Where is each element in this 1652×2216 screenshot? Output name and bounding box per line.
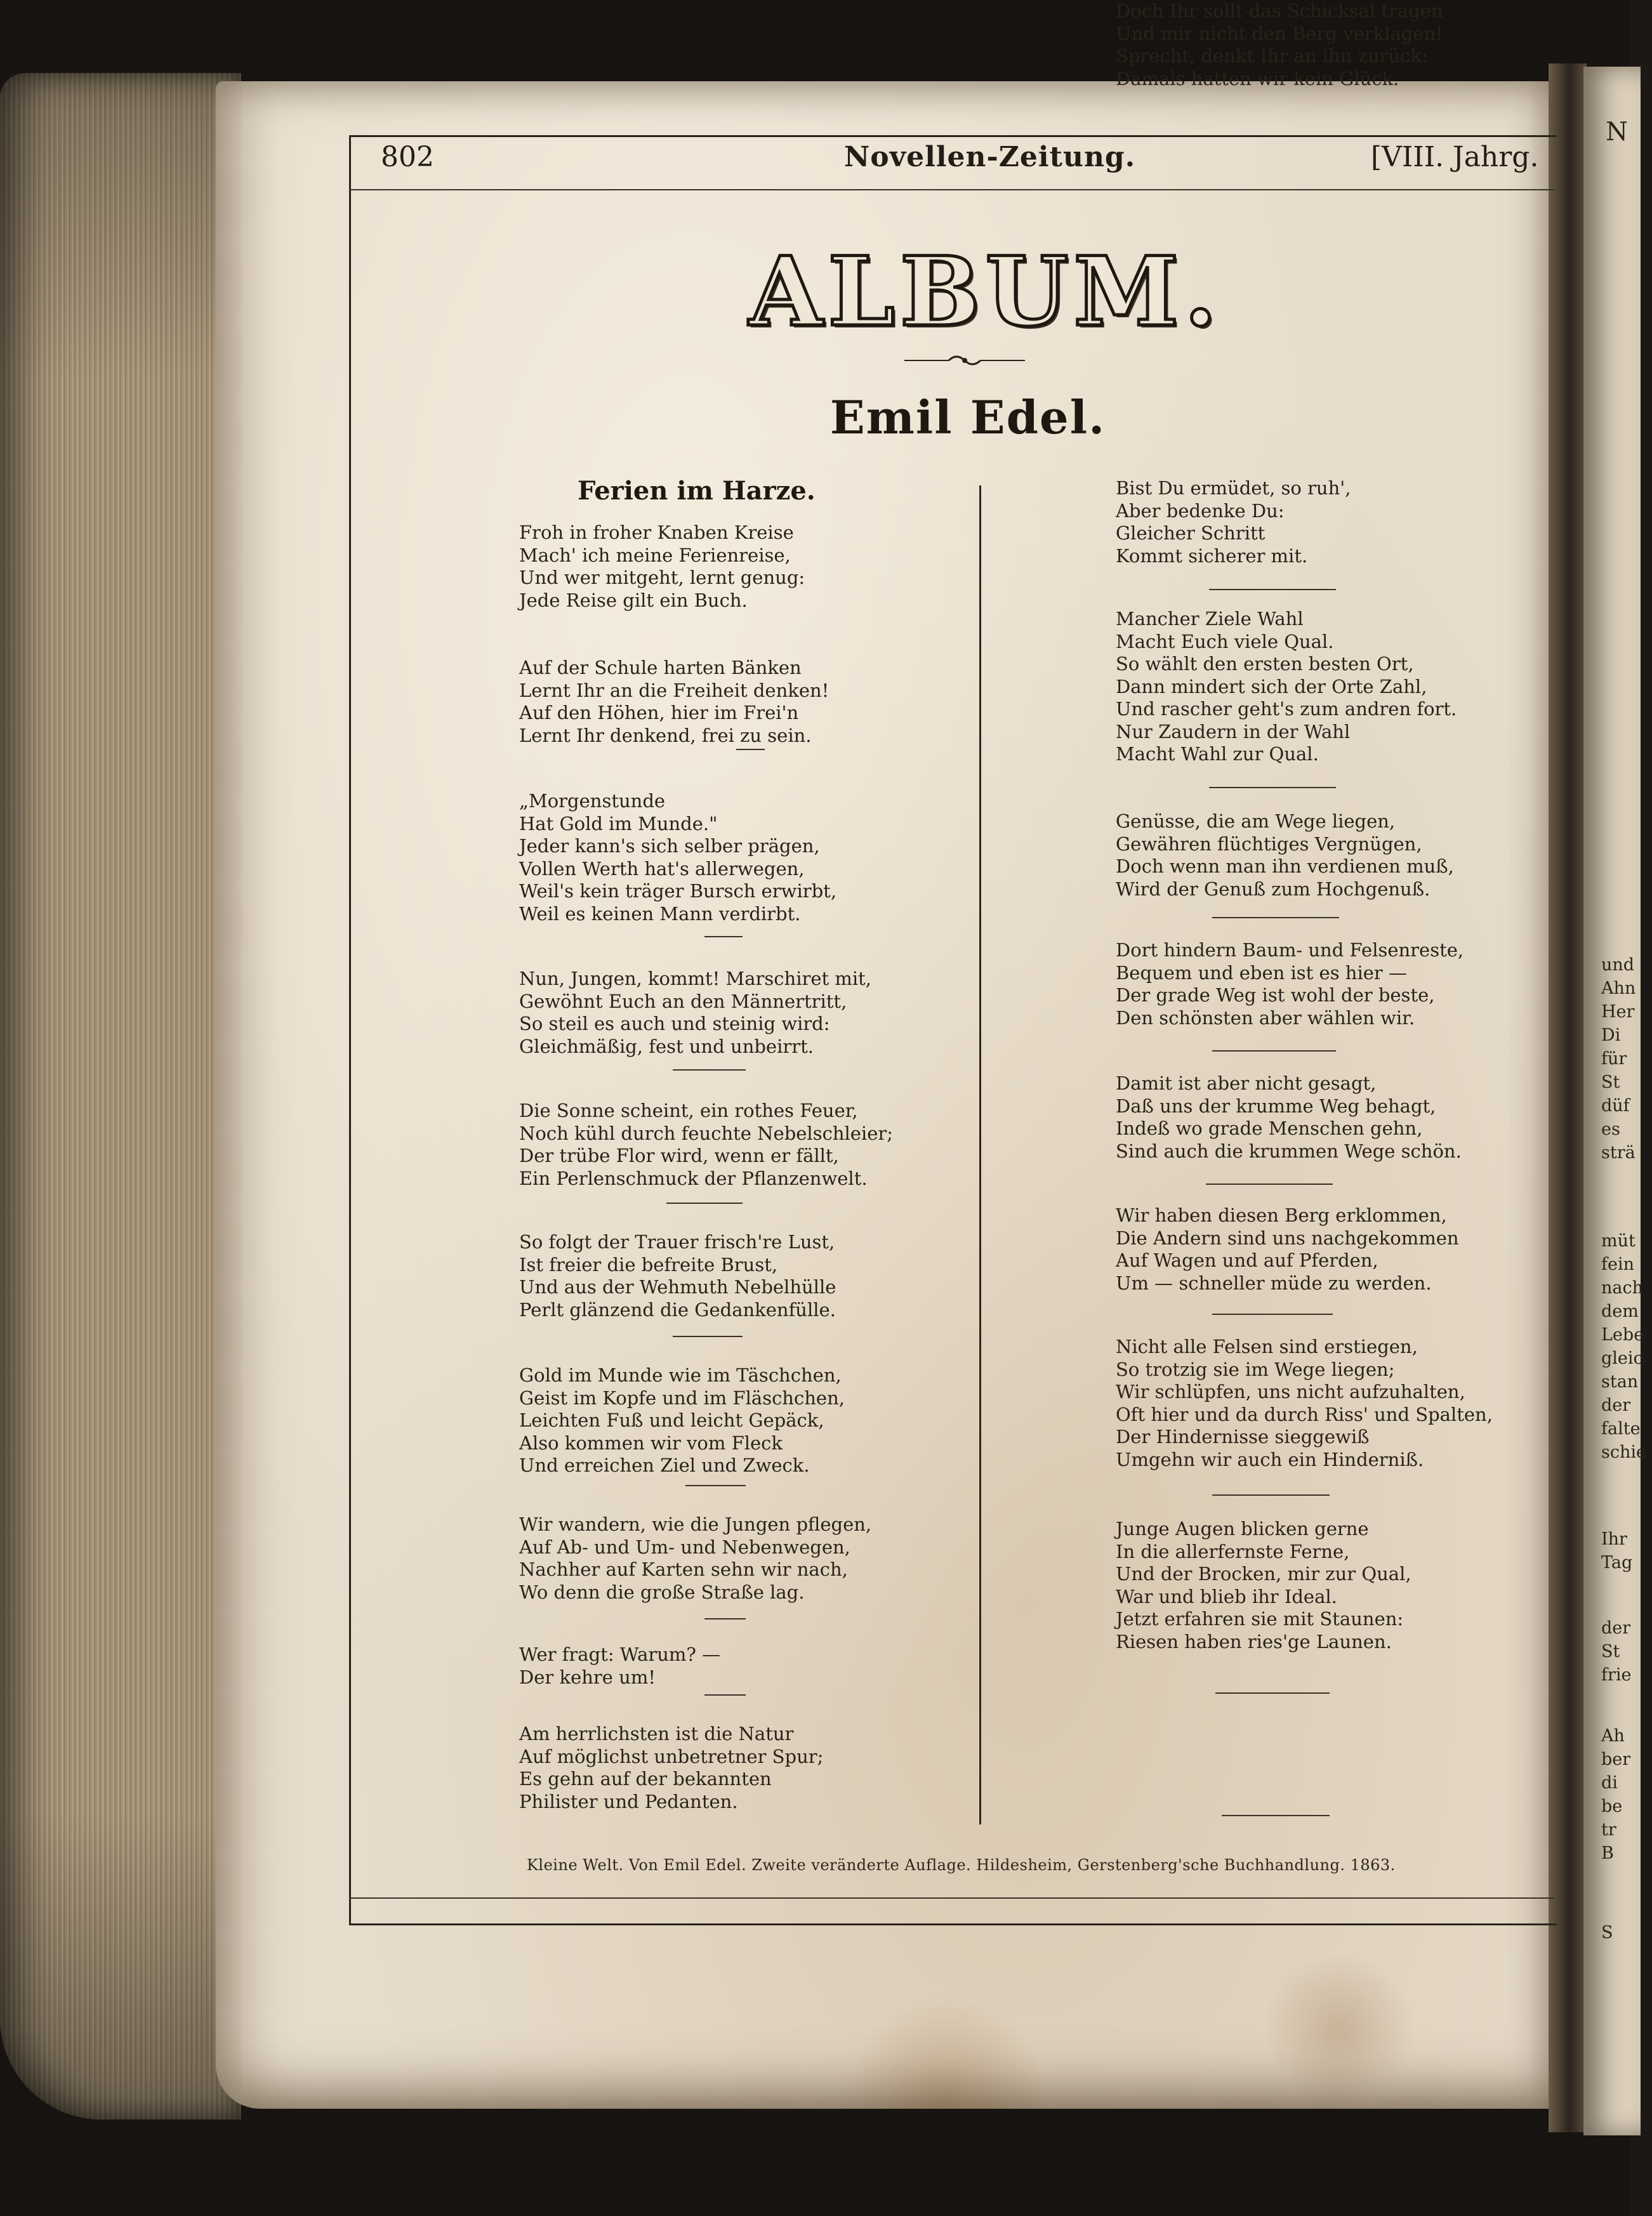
facing-page-fragment [1583,67,1646,2135]
left-stanza [519,657,829,747]
verse-line: Daß uns der krumme Weg behagt, [1116,1095,1436,1117]
verse-line: Gleicher Schritt [1116,522,1265,544]
verse-line: So steil es auch und steinig wird: [519,1013,830,1034]
facing-page-line: müt [1601,1231,1635,1251]
verse-line: Indeß wo grade Menschen gehn, [1116,1118,1423,1139]
verse-line: Damals hatten wir kein Glück. [1116,67,1399,89]
verse-line: Wir schlüpfen, uns nicht aufzuhalten, [1116,1381,1465,1402]
right-stanza [1116,1518,1411,1653]
facing-page-line: und [1601,955,1635,975]
facing-page-line: der [1601,1618,1631,1638]
left-stanza [519,1514,871,1604]
verse-line: So folgt der Trauer frisch're Lust, [519,1231,835,1253]
verse-line: Gleichmäßig, fest und unbeirrt. [519,1035,814,1057]
right-stanza [1116,477,1351,567]
verse-line: Oft hier und da durch Riss' und Spalten, [1116,1403,1493,1425]
verse-line: Wer fragt: Warum? — [519,1644,721,1665]
running-title: Novellen-Zeitung. [844,141,1136,173]
facing-page-line: gleic [1601,1349,1643,1368]
facing-page-line: Ah [1601,1726,1625,1746]
left-stanza [519,968,871,1058]
verse-line: Nun, Jungen, kommt! Marschiret mit, [519,968,872,989]
verse-line: War und blieb ihr Ideal. [1116,1585,1337,1607]
facing-page-line: falte [1601,1419,1641,1439]
verse-line: Bequem und eben ist es hier — [1116,961,1408,984]
verse-line: Damit ist aber nicht gesagt, [1116,1072,1377,1094]
facing-page-line: be [1601,1797,1623,1816]
verse-line: Der trübe Flor wird, wenn er fällt, [519,1145,839,1166]
stanza-separator [1212,917,1339,918]
stanza-separator [1222,1815,1330,1816]
left-stanza [519,1644,720,1689]
facing-page-line: schie [1601,1442,1646,1462]
verse-line: „Morgenstunde [519,790,666,812]
verse-line: Froh in froher Knaben Kreise [519,522,794,543]
verse-line: Macht Euch viele Qual. [1116,630,1334,652]
stanza-separator [704,1618,746,1619]
verse-line: Philister und Pedanten. [519,1790,738,1812]
verse-line: Weil's kein träger Bursch erwirbt, [519,880,837,902]
facing-page-line: di [1601,1773,1618,1793]
verse-line: Aber bedenke Du: [1116,499,1285,522]
stanza-separator [1209,589,1336,590]
stanza-separator [1206,1184,1333,1185]
facing-page-line: nach [1601,1278,1643,1298]
verse-line: Und aus der Wehmuth Nebelhülle [519,1276,836,1298]
verse-line: Die Andern sind uns nachgekommen [1116,1227,1459,1249]
facing-page-line: tr [1601,1820,1616,1840]
verse-line: Ist freier die befreite Brust, [519,1253,778,1276]
verse-line: Nachher auf Karten sehn wir nach, [519,1559,848,1580]
stanza-separator [673,1336,743,1337]
facing-page-line: St [1601,1642,1620,1661]
verse-line: Die Sonne scheint, ein rothes Feuer, [519,1100,858,1121]
footer-rule [349,1897,1555,1899]
verse-line: Vollen Werth hat's allerwegen, [519,857,805,880]
verse-line: Und der Brocken, mir zur Qual, [1116,1563,1411,1585]
verse-line: Doch Ihr sollt das Schicksal tragen [1116,0,1443,22]
facing-page-line: strä [1601,1143,1635,1163]
verse-line: Gold im Munde wie im Täschchen, [519,1364,842,1386]
stanza-separator [1215,1692,1330,1694]
verse-line: Und wer mitgeht, lernt genug: [519,567,805,588]
verse-line: Lernt Ihr an die Freiheit denken! [519,679,829,701]
verse-line: Doch wenn man ihn verdienen muß, [1116,855,1454,877]
volume-label: [VIII. Jahrg. [1371,141,1539,173]
facing-page-line: düf [1601,1096,1630,1116]
verse-line: Auf Wagen und auf Pferden, [1116,1250,1378,1271]
facing-page-line: es [1601,1119,1620,1139]
left-stanza [519,1100,893,1190]
verse-line: Noch kühl durch feuchte Nebelschleier; [519,1122,894,1144]
header-rule [349,189,1555,190]
verse-line: Es gehn auf der bekannten [519,1768,772,1790]
facing-page-line: fein [1601,1255,1634,1274]
facing-page-line: frie [1601,1665,1632,1685]
verse-line: Hat Gold im Munde." [519,812,718,834]
stanza-separator [1212,1314,1333,1315]
verse-line: Am herrlichsten ist die Natur [519,1723,794,1744]
stanza-separator [1212,1494,1330,1496]
right-stanza [1116,0,1443,90]
verse-line: Und mir nicht den Berg verklagen! [1116,22,1443,44]
facing-page-line: stan [1601,1372,1639,1392]
column-divider [979,485,981,1824]
verse-line: So trotzig sie im Wege liegen; [1116,1358,1395,1380]
verse-line: Auf der Schule harten Bänken [519,657,802,678]
verse-line: Riesen haben ries'ge Launen. [1116,1630,1392,1652]
verse-line: Lernt Ihr denkend, frei zu sein. [519,724,812,746]
verse-line: Um — schneller müde zu werden. [1116,1272,1432,1294]
facing-page-line: dem [1601,1302,1639,1321]
verse-line: Perlt glänzend die Gedankenfülle. [519,1298,836,1321]
verse-line: Wo denn die große Straße lag. [519,1581,805,1603]
facing-page-header: N [1606,117,1628,147]
facing-page-line: Her [1601,1002,1635,1022]
verse-line: Also kommen wir vom Fleck [519,1432,783,1454]
section-heading: ALBUM. [749,236,1222,348]
verse-line: Mancher Ziele Wahl [1116,608,1304,630]
verse-line: Jeder kann's sich selber prägen, [519,835,820,857]
verse-line: Der Hindernisse sieggewiß [1116,1426,1370,1448]
verse-line: Jede Reise gilt ein Buch. [519,589,748,611]
verse-line: Dort hindern Baum- und Felsenreste, [1116,939,1464,961]
facing-page-line: Ahn [1601,979,1636,998]
verse-line: Wir haben diesen Berg erklommen, [1116,1204,1447,1226]
verse-line: Und erreichen Ziel und Zweck. [519,1454,810,1476]
right-stanza [1116,939,1464,1029]
facing-page-line: der [1601,1395,1631,1415]
author-name: Emil Edel. [829,390,1106,444]
stanza-separator [666,1203,743,1204]
stanza-separator [685,1485,746,1486]
stanza-separator [704,1694,746,1696]
verse-line: Auf möglichst unbetretner Spur; [519,1745,824,1767]
poem-title: Ferien im Harze. [578,476,816,506]
verse-line: Geist im Kopfe und im Fläschchen, [519,1387,845,1409]
facing-page-line: Tag [1601,1553,1633,1573]
verse-line: In die allerfernste Ferne, [1116,1540,1350,1562]
facing-page-line: B [1601,1843,1614,1863]
facing-page-line: ber [1601,1750,1631,1769]
facing-page-line: S [1601,1923,1613,1942]
bibliographic-footer: Kleine Welt. Von Emil Edel. Zweite veränderte Auflage. Hildesheim, Gerstenberg'sche Buchhandlung. 1863. [527,1856,1396,1874]
verse-line: Der grade Weg ist wohl der beste, [1116,984,1435,1006]
verse-line: So wählt den ersten besten Ort, [1116,653,1414,675]
right-stanza [1116,1204,1459,1295]
left-stanza [519,1231,836,1321]
ornament-divider-icon [904,351,1025,370]
stanza-separator [1212,1050,1336,1052]
verse-line: Sind auch die krummen Wege schön. [1116,1140,1462,1162]
verse-line: Junge Augen blicken gerne [1116,1518,1369,1540]
verse-line: Nicht alle Felsen sind erstiegen, [1116,1336,1418,1357]
verse-line: Nur Zaudern in der Wahl [1116,720,1351,742]
left-stanza [519,1723,823,1813]
left-stanza [519,790,836,925]
verse-line: Wir wandern, wie die Jungen pflegen, [519,1514,872,1535]
left-stanza [519,522,805,612]
verse-line: Bist Du ermüdet, so ruh', [1116,477,1351,499]
book-fore-edge [0,73,241,2120]
facing-page-line: St [1601,1072,1620,1092]
left-stanza [519,1364,845,1477]
right-stanza [1116,810,1454,900]
stanza-separator [673,1069,746,1071]
verse-line: Sprecht, denkt Ihr an ihn zurück: [1116,45,1428,67]
verse-line: Der kehre um! [519,1666,656,1688]
facing-page-line: Lebe [1601,1325,1644,1345]
verse-line: Mach' ich meine Ferienreise, [519,544,791,566]
verse-line: Leichten Fuß und leicht Gepäck, [519,1409,824,1431]
verse-line: Dann mindert sich der Orte Zahl, [1116,675,1427,697]
verse-line: Jetzt erfahren sie mit Staunen: [1116,1608,1404,1630]
verse-line: Ein Perlenschmuck der Pflanzenwelt. [519,1167,868,1189]
verse-line: Wird der Genuß zum Hochgenuß. [1116,878,1431,900]
verse-line: Kommt sicherer mit. [1116,544,1308,567]
facing-page-line: für [1601,1049,1627,1069]
verse-line: Genüsse, die am Wege liegen, [1116,810,1396,832]
verse-line: Den schönsten aber wählen wir. [1116,1006,1415,1029]
verse-line: Gewöhnt Euch an den Männertritt, [519,990,847,1012]
verse-line: Weil es keinen Mann verdirbt. [519,902,801,925]
stanza-separator [704,936,743,937]
right-stanza [1116,608,1457,766]
facing-page-line: Ihr [1601,1529,1627,1549]
right-stanza [1116,1336,1493,1471]
verse-line: Auf den Höhen, hier im Frei'n [519,702,799,723]
stanza-separator [736,749,765,750]
verse-line: Gewähren flüchtiges Vergnügen, [1116,833,1422,855]
verse-line: Umgehn wir auch ein Hinderniß. [1116,1448,1424,1470]
verse-line: Macht Wahl zur Qual. [1116,743,1319,765]
verse-line: Auf Ab- und Um- und Nebenwegen, [519,1536,850,1558]
stanza-separator [1209,787,1336,788]
right-stanza [1116,1072,1462,1163]
facing-page-line: Di [1601,1026,1621,1045]
verse-line: Und rascher geht's zum andren fort. [1116,698,1457,720]
page-number: 802 [381,141,434,173]
